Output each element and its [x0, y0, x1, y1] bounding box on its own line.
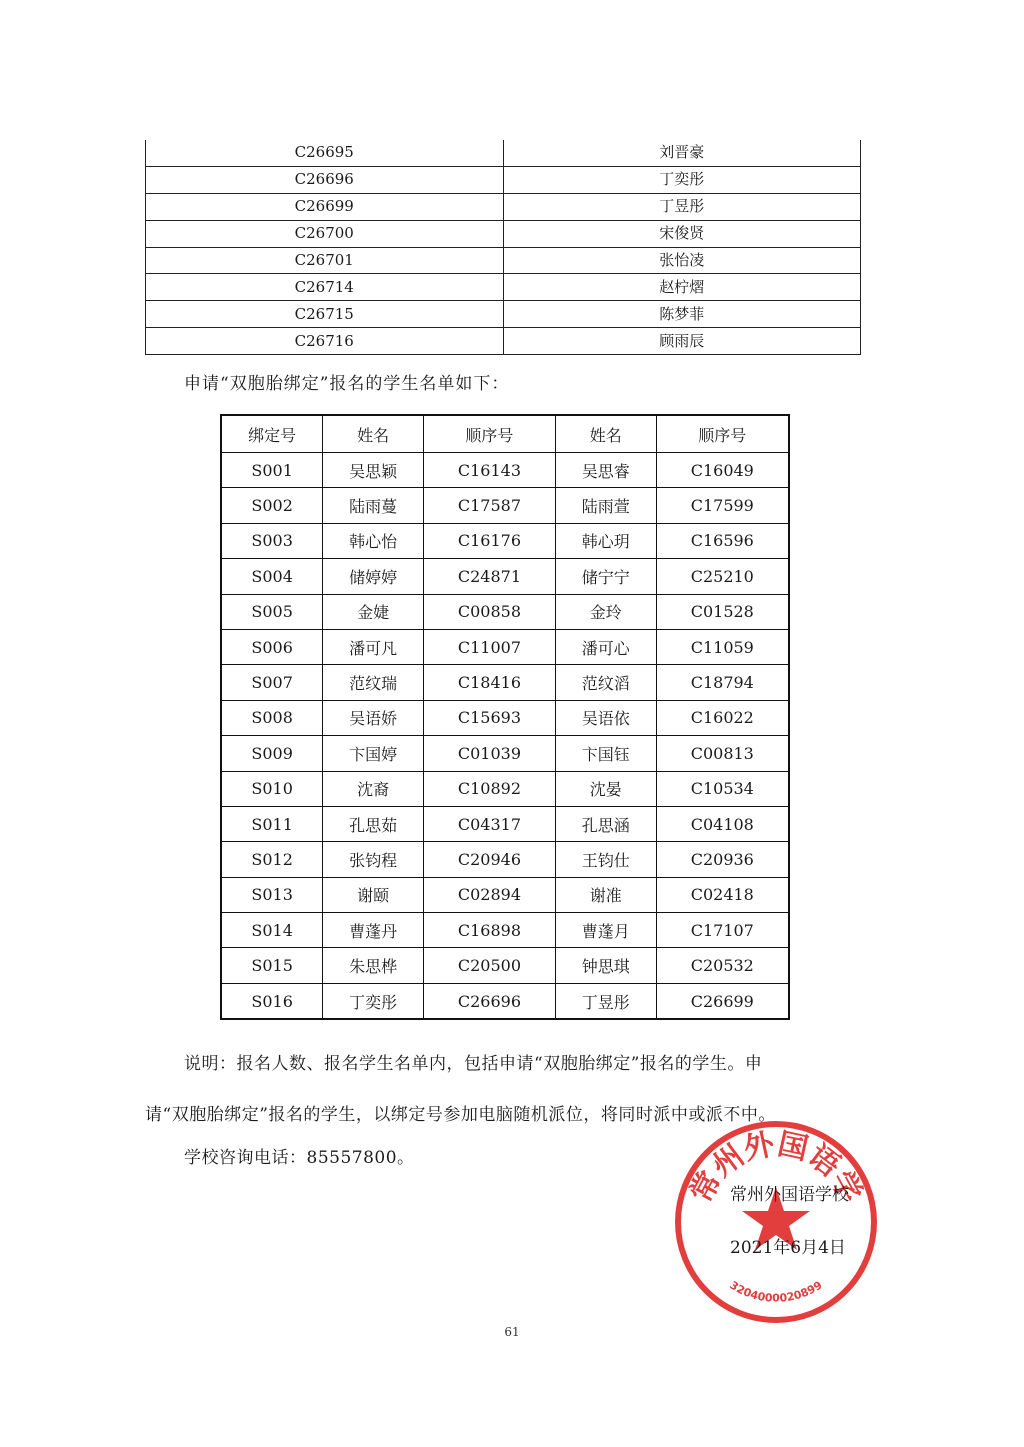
twin-seq-no-1: C04317: [424, 806, 556, 841]
twin-seq-no-2: C17107: [656, 913, 789, 948]
binding-no: S016: [221, 983, 323, 1019]
twin-seq-no-2: C00813: [656, 736, 789, 771]
twin-seq-no-2: C17599: [656, 488, 789, 523]
header-name-2: 姓名: [555, 415, 656, 453]
twin-binding-table: [220, 414, 790, 1020]
table-row: [221, 913, 789, 948]
twin-seq-no-2: C26699: [656, 983, 789, 1019]
table-row: [221, 736, 789, 771]
table-row: [146, 328, 861, 355]
table-row: [221, 771, 789, 806]
twin-name-1: 卞国婷: [323, 736, 424, 771]
twin-seq-no-2: C11059: [656, 629, 789, 664]
binding-no: S001: [221, 453, 323, 488]
twin-seq-no-2: C10534: [656, 771, 789, 806]
table-row: [221, 983, 789, 1019]
twin-name-1: 张钧程: [323, 842, 424, 877]
twin-seq-no-2: C18794: [656, 665, 789, 700]
twin-seq-no-1: C11007: [424, 629, 556, 664]
header-seq-no-1: 顺序号: [424, 415, 556, 453]
student-seq-no: C26714: [146, 274, 504, 301]
table-row: [146, 220, 861, 247]
twin-seq-no-1: C26696: [424, 983, 556, 1019]
twin-seq-no-1: C20946: [424, 842, 556, 877]
twin-name-2: 卞国钰: [555, 736, 656, 771]
binding-no: S014: [221, 913, 323, 948]
table-row: [146, 247, 861, 274]
table-row: [221, 665, 789, 700]
binding-no: S009: [221, 736, 323, 771]
twin-seq-no-2: C04108: [656, 806, 789, 841]
student-name: 顾雨辰: [503, 328, 861, 355]
table-row: [221, 523, 789, 558]
twin-seq-no-2: C16596: [656, 523, 789, 558]
twin-seq-no-1: C01039: [424, 736, 556, 771]
student-seq-no: C26699: [146, 193, 504, 220]
twin-name-2: 吴思睿: [555, 453, 656, 488]
table-row: [221, 559, 789, 594]
twin-name-2: 钟思琪: [555, 948, 656, 983]
note-line-1: 说明：报名人数、报名学生名单内，包括申请“双胞胎绑定”报名的学生。申: [184, 1054, 763, 1074]
binding-no: S008: [221, 700, 323, 735]
header-seq-no-2: 顺序号: [656, 415, 789, 453]
student-name: 张怡凌: [503, 247, 861, 274]
twin-name-2: 沈晏: [555, 771, 656, 806]
table-row: [221, 806, 789, 841]
twin-table-header-row: [221, 415, 789, 453]
twin-seq-no-2: C02418: [656, 877, 789, 912]
school-seal-stamp: [671, 1117, 881, 1327]
twin-seq-no-1: C02894: [424, 877, 556, 912]
twin-seq-no-1: C18416: [424, 665, 556, 700]
binding-no: S003: [221, 523, 323, 558]
table-row: [221, 877, 789, 912]
twin-name-1: 吴思颖: [323, 453, 424, 488]
table-row: [221, 629, 789, 664]
twin-name-1: 金婕: [323, 594, 424, 629]
twin-seq-no-1: C16176: [424, 523, 556, 558]
student-name: 陈梦菲: [503, 301, 861, 328]
binding-no: S005: [221, 594, 323, 629]
binding-no: S006: [221, 629, 323, 664]
consult-phone: 学校咨询电话：85557800。: [184, 1148, 415, 1168]
twin-name-1: 储婷婷: [323, 559, 424, 594]
table-row: [146, 140, 861, 166]
twin-name-1: 潘可凡: [323, 629, 424, 664]
binding-no: S015: [221, 948, 323, 983]
twin-name-1: 陆雨蔓: [323, 488, 424, 523]
student-name: 刘晋豪: [503, 140, 861, 166]
twin-name-2: 曹蓬月: [555, 913, 656, 948]
student-seq-no: C26700: [146, 220, 504, 247]
header-binding-no: 绑定号: [221, 415, 323, 453]
twin-seq-no-1: C15693: [424, 700, 556, 735]
twin-seq-no-2: C16049: [656, 453, 789, 488]
twin-name-2: 潘可心: [555, 629, 656, 664]
table-row: [146, 274, 861, 301]
table-row: [221, 700, 789, 735]
twin-name-1: 朱思桦: [323, 948, 424, 983]
twin-seq-no-2: C25210: [656, 559, 789, 594]
twin-name-2: 韩心玥: [555, 523, 656, 558]
student-name: 宋俊贤: [503, 220, 861, 247]
student-seq-no: C26696: [146, 166, 504, 193]
table-row: [221, 948, 789, 983]
twin-name-2: 金玲: [555, 594, 656, 629]
twin-seq-no-1: C24871: [424, 559, 556, 594]
table-row: [221, 842, 789, 877]
binding-no: S004: [221, 559, 323, 594]
twin-name-1: 谢颐: [323, 877, 424, 912]
student-name: 丁昱彤: [503, 193, 861, 220]
twin-name-1: 曹蓬丹: [323, 913, 424, 948]
table-row: [146, 166, 861, 193]
binding-no: S011: [221, 806, 323, 841]
twin-name-2: 陆雨萱: [555, 488, 656, 523]
twin-name-2: 王钧仕: [555, 842, 656, 877]
twin-name-1: 范纹瑞: [323, 665, 424, 700]
twin-seq-no-1: C17587: [424, 488, 556, 523]
student-seq-no: C26715: [146, 301, 504, 328]
seal-number-text: 3204000020899: [727, 1278, 825, 1305]
student-name: 赵柠熠: [503, 274, 861, 301]
binding-no: S013: [221, 877, 323, 912]
page-number: 61: [504, 1325, 520, 1339]
student-seq-no: C26701: [146, 247, 504, 274]
twin-seq-no-1: C20500: [424, 948, 556, 983]
table-row: [221, 594, 789, 629]
table-row: [146, 193, 861, 220]
student-name: 丁奕彤: [503, 166, 861, 193]
seal-school-text: 常州外国语学: [683, 1126, 869, 1209]
twin-name-2: 丁昱彤: [555, 983, 656, 1019]
table-row: [221, 488, 789, 523]
twin-name-2: 孔思涵: [555, 806, 656, 841]
binding-no: S010: [221, 771, 323, 806]
twin-seq-no-1: C10892: [424, 771, 556, 806]
header-name-1: 姓名: [323, 415, 424, 453]
binding-no: S012: [221, 842, 323, 877]
twin-seq-no-2: C01528: [656, 594, 789, 629]
twin-name-1: 沈裔: [323, 771, 424, 806]
note-line-2: 请“双胞胎绑定”报名的学生，以绑定号参加电脑随机派位，将同时派中或派不中。: [145, 1105, 776, 1125]
top-student-table: [145, 140, 861, 355]
twin-name-1: 孔思茹: [323, 806, 424, 841]
twin-name-1: 吴语娇: [323, 700, 424, 735]
twin-name-1: 丁奕彤: [323, 983, 424, 1019]
twin-name-2: 范纹滔: [555, 665, 656, 700]
twin-seq-no-1: C00858: [424, 594, 556, 629]
twin-name-1: 韩心怡: [323, 523, 424, 558]
binding-no: S002: [221, 488, 323, 523]
svg-text:3204000020899: [727, 1279, 824, 1305]
student-seq-no: C26716: [146, 328, 504, 355]
twin-seq-no-2: C20532: [656, 948, 789, 983]
table-row: [146, 301, 861, 328]
student-seq-no: C26695: [146, 140, 504, 166]
twin-section-title: 申请“双胞胎绑定”报名的学生名单如下：: [184, 374, 510, 394]
table-row: [221, 453, 789, 488]
twin-name-2: 储宁宁: [555, 559, 656, 594]
twin-seq-no-2: C16022: [656, 700, 789, 735]
signature-date: 2021年6月4日: [730, 1238, 846, 1258]
signature-school: 常州外国语学校: [730, 1185, 849, 1205]
twin-name-2: 谢准: [555, 877, 656, 912]
twin-name-2: 吴语依: [555, 700, 656, 735]
binding-no: S007: [221, 665, 323, 700]
twin-seq-no-1: C16898: [424, 913, 556, 948]
twin-seq-no-2: C20936: [656, 842, 789, 877]
twin-seq-no-1: C16143: [424, 453, 556, 488]
